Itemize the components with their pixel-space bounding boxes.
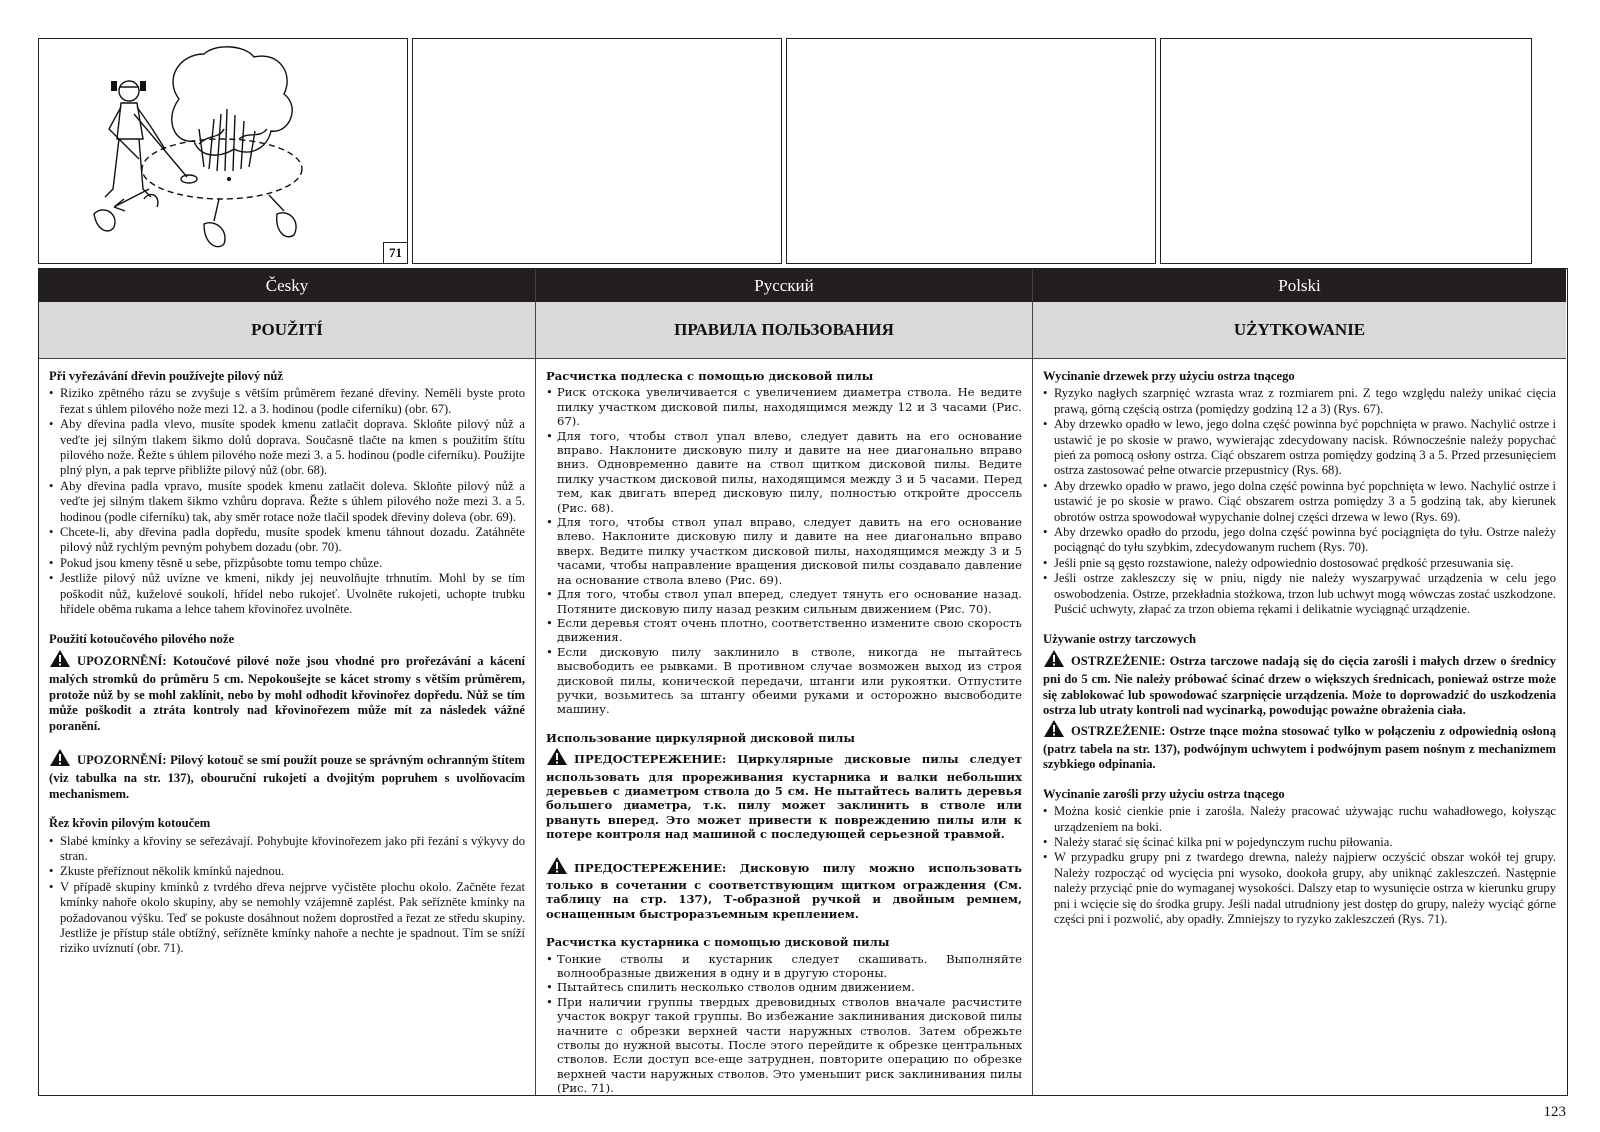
list-item: • Для того, чтобы ствол упал вперед, следует тянуть его основание назад. Потяните дисковую пилу назад резким сильным движением (Рис. 70). [546,587,1022,616]
bullet-list [49,386,525,617]
figure-panel-empty [1160,38,1532,264]
warning-paragraph [49,748,525,802]
figure-panel-71 [38,38,408,264]
subsection-heading: Использование циркулярной дисковой пилы [546,730,856,745]
warning-text: UPOZORNĚNÍ: Pilový kotouč se smí použít pouze se správným ochranným štítem (viz tabulka na str. 137), obouruční rukojetí a dvojitým popruhem s uvolňovacím mechanismem. [49,752,525,801]
bullet-list [546,952,1022,1096]
list-item: • Należy starać się ścinać kilka pni w pojedynczym ruchu piłowania. [1043,835,1556,850]
warning-paragraph [1043,649,1556,719]
bullet-list [1043,804,1556,927]
list-item: • Риск отскока увеличивается с увеличением диаметра ствола. Не ведите пилку участком дисковой пилы, находящимся между 12 и 3 часами (Рис. 67). [546,385,1022,428]
bullet-list [546,385,1022,716]
list-item: • Jestliže pilový nůž uvízne ve kmeni, nikdy jej neuvolňujte trhnutím. Mohl by se tím poškodit nůž, kuželové soukolí, hřídel nebo rukojeť. Uvolněte rukojeti, uchopte trubku hřídele oběma rukama a lehce tahem křovinořez uvolněte. [49,571,525,617]
column-polish [1032,269,1566,1095]
warning-text: OSTRZEŻENIE: Ostrze tnące można stosować tylko w połączeniu z odpowiednią osłoną (patrz tabela na str. 137), podwójnym uchwytem i podwójnym pasem nośnym z mechanizmem szybkiego odpinania. [1043,723,1556,772]
column-body [536,359,1032,1096]
brushcutter-operator-illustration [39,39,405,261]
warning-paragraph [49,649,525,734]
subsection-heading: Расчистка подлеска с помощью дисковой пилы [546,369,874,383]
language-table [38,268,1568,1096]
list-item: • Aby drzewko opadło do przodu, jego dolna część powinna być pociągnięta do tyłu. Ostrze należy pociągnąć do tyłu szybkim, zdecydowanym ruchem (Rys. 70). [1043,525,1556,556]
list-item: • Chcete-li, aby dřevina padla dopředu, musíte spodek kmenu táhnout dozadu. Zatáhněte pilový nůž rychlým pevným pohybem dozadu (obr. 70). [49,525,525,556]
warning-triangle-icon [49,649,71,672]
subsection-heading: Řez křovin pilovým kotoučem [49,816,211,831]
section-title: UŻYTKOWANIE [1033,302,1566,359]
list-item: • Если деревья стоят очень плотно, соответственно измените свою скорость движения. [546,616,1022,645]
list-item: • V případě skupiny kmínků z tvrdého dřeva nejprve vyčistěte plochu okolo. Začněte řezat kmínky nahoře okolo skupiny, aby se nemohly vzájemně zaplést. Pak seřízněte kmínky na požadovanou výšku. Teď se pokuste dosáhnout nožem doprostřed a řezat ze středu skupiny. Jestliže je přístup stále obtížný, seřízněte kmínky nahoře a nechte je spadnout. Tím se sníží riziko uvíznutí (obr. 71). [49,880,525,957]
spacer [546,717,1022,731]
list-item: • Aby dřevina padla vlevo, musíte spodek kmenu zatlačit doprava. Skloňte pilový nůž a veďte jej silným tlakem šikmo dolů doprava. Současně tlačte na kmen s použitím štítu pilového nože. Řežte s úhlem pilového nože mezi 3. a 5. hodinou (podle ciferníku). Použijte plný plyn, a pak teprve přibližte pilový nůž (obr. 68). [49,417,525,479]
list-item: • Aby drzewko opadło w lewo, jego dolna część powinna być popchnięta w prawo. Nachylić ostrze i ustawić je po skosie w prawo, wywierając zdecydowany nacisk. Równocześnie należy popychać pień za pomocą osłony ostrza. Ciąć obszarem ostrza pomiędzy godziną 3 a 5. Przed przesunięciem ostrza zastosować pełne otwarcie przepustnicy (Rys. 68). [1043,417,1556,479]
warning-paragraph [546,856,1022,922]
figure-panel-empty [412,38,782,264]
spacer [546,842,1022,856]
list-item: • Pokud jsou kmeny těsně u sebe, přizpůsobte tomu tempo chůze. [49,556,525,571]
list-item: • Aby dřevina padla vpravo, musíte spodek kmenu zatlačit doleva. Skloňte pilový nůž a veďte jej silným tlakem šikmo vzhůru doprava. Řežte s úhlem pilového nože mezi 3. a 5. hodinou (podle ciferníku) tak, aby směr rotace nože tlačil spodek dřeviny doleva (obr. 69). [49,479,525,525]
subsection-heading: Używanie ostrzy tarczowych [1043,631,1196,646]
spacer [1043,618,1556,632]
column-czech [39,269,535,1095]
bullet-list [1043,386,1556,617]
list-item: • W przypadku grupy pni z twardego drewna, należy najpierw oczyścić obszar wokół tej grupy. Należy rozpocząć od wycięcia pni wysoko, dookoła grupy, aby uniknąć zakleszczeń. Następnie należy przyciąć pnie do wymaganej wysokości. Dalszy etap to wysunięcie ostrza w kierunku grupy pni i wcięcie się do środka grupy. Jeśli nadal utrudniony jest dostęp do grupy, należy wyciąć górne części pni i pozwolić, aby opadły. Zmniejszy to ryzyko zakleszczeń (Rys. 71). [1043,850,1556,927]
spacer [49,802,525,816]
list-item: • Пытайтесь спилить несколько стволов одним движением. [546,980,1022,994]
language-header: Русский [536,269,1032,302]
warning-triangle-icon [546,856,568,878]
spacer [49,618,525,632]
column-russian [535,269,1032,1095]
subsection-heading: Wycinanie zarośli przy użyciu ostrza tnącego [1043,786,1285,801]
list-item: • Jeśli pnie są gęsto rozstawione, należy odpowiednio dostosować prędkość przesuwania się. [1043,556,1556,571]
spacer [1043,773,1556,787]
bullet-list [49,834,525,957]
warning-text: ПРЕДОСТЕРЕЖЕНИЕ: Дисковую пилу можно использовать только в сочетании с соответствующим щитком ограждения (См. таблицу на стр. 137), Т-образной ручкой и двойным ремнем, оснащенным быстроразъемным креплением. [546,860,1022,921]
subsection-heading: Wycinanie drzewek przy użyciu ostrza tnącego [1043,369,1295,383]
list-item: • Riziko zpětného rázu se zvyšuje s větším průměrem řezané dřeviny. Neměli byste proto řezat s úhlem pilového nože mezi 12. a 3. hodinou (podle ciferníku) (obr. 67). [49,386,525,417]
section-title: ПРАВИЛА ПОЛЬЗОВАНИЯ [536,302,1032,359]
language-header: Česky [39,269,535,302]
list-item: • Для того, чтобы ствол упал вправо, следует давить на его основание влево. Наклоните дисковую пилу и давите на нее диагонально вправо вверх. Ведите пилку участком дисковой пилы, находящимся между 3 и 5 часами, чтобы направление вращения дисковой пилы создавало давление на основание ствола влево (Рис. 69). [546,515,1022,587]
list-item: • Jeśli ostrze zakleszczy się w pniu, nigdy nie należy wyszarpywać urządzenia w celu jego oswobodzenia. Ostrze, przekładnia stożkowa, trzon lub uchwyt mogą wówczas zostać uszkodzone. Puścić uchwyty, złapać za trzon obiema rękami i delikatnie wyciągnąć urządzenie. [1043,571,1556,617]
language-header: Polski [1033,269,1566,302]
list-item: • При наличии группы твердых древовидных стволов вначале расчистите участок вокруг такой группы. Во избежание заклинивания дисковой пилы начните с обрезки верхней части наружных стволов. Затем обрежьте стволы до нужной высоты. После этого перейдите к обрезке центральных стволов. Если доступ все-еще затруднен, повторите операцию по обрезке верхней части наружных стволов. Это уменьшит риск заклинивания пилы (Рис. 71). [546,995,1022,1096]
spacer [49,734,525,748]
warning-triangle-icon [49,748,71,771]
list-item: • Aby drzewko opadło w prawo, jego dolna część powinna być popchnięta w lewo. Nachylić ostrze i ustawić je po skosie w prawo. Ciąć obszarem ostrza pomiędzy 3 a 5 godziną tak, aby kierunek obrotów ostrza spowodował wypychanie dolnej części drzewa w lewo (Rys. 69). [1043,479,1556,525]
list-item: • Slabé kmínky a křoviny se seřezávají. Pohybujte křovinořezem jako při řezání s výkyvy do stran. [49,834,525,865]
warning-text: ПРЕДОСТЕРЕЖЕНИЕ: Циркулярные дисковые пилы следует использовать для прореживания кустарника и валки небольших деревьев с диаметром ствола до 5 см. Не пытайтесь валить деревья большего диаметра, т.к. пилу может заклинить в стволе или рвануть вперед. Это может привести к повреждению пилы или к потере контроля над машиной с последующей серьезной травмой. [546,752,1022,842]
subsection-heading: Použití kotoučového pilového nože [49,631,235,646]
subsection-heading: Расчистка кустарника с помощью дисковой пилы [546,935,890,950]
figure-panel-empty [786,38,1156,264]
list-item: • Zkuste přeříznout několik kmínků najednou. [49,864,525,879]
list-item: • Można kosić cienkie pnie i zarośla. Należy pracować używając ruchu wahadłowego, kołysząc urządzeniem na boki. [1043,804,1556,835]
page-number: 123 [1543,1104,1566,1120]
warning-text: OSTRZEŻENIE: Ostrza tarczowe nadają się do cięcia zarośli i małych drzew o średnicy pni do 5 cm. Nie należy próbować ścinać drzew o większych średnicach, ponieważ ostrze może się zablokować lub spowodować szarpnięcie urządzenia. Może to doprowadzić do uszkodzenia ostrza lub utraty kontroli nad wycinarką, powodując poważne obrażenia ciała. [1043,653,1556,718]
column-body [1033,359,1566,927]
warning-paragraph [1043,719,1556,773]
subsection-heading: Při vyřezávání dřevin používejte pilový nůž [49,369,284,383]
warning-paragraph [546,747,1022,841]
warning-text: UPOZORNĚNÍ: Kotoučové pilové nože jsou vhodné pro prořezávání a kácení malých stromků do průměru 5 cm. Nepokoušejte se kácet stromy s větším průměrem, protože nůž by se mohl zaklínit, nebo by mohl odhodit křovinořez dopředu. Nůž se tím může poškodit a ztráta kontroly nad křovinořezem může mít za následek vážné poranění. [49,653,525,733]
spacer [546,921,1022,935]
column-body [39,359,535,957]
section-title: POUŽITÍ [39,302,535,359]
list-item: • Если дисковую пилу заклинило в стволе, никогда не пытайтесь высвободить ее рывками. В противном случае возможен выход из строя дисковой пилы, конической передачи, штанги или рукоятки. Отпустите ручки, возьмитесь за штангу обеими руками и осторожно высвободите машину. [546,645,1022,717]
list-item: • Ryzyko nagłych szarpnięć wzrasta wraz z rozmiarem pni. Z tego względu należy unikać cięcia prawą, górną częścią ostrza (pomiędzy godziną 12 a 3) (Rys. 67). [1043,386,1556,417]
warning-triangle-icon [546,747,568,769]
figure-number: 71 [383,242,407,263]
list-item: • Для того, чтобы ствол упал влево, следует давить на его основание вправо. Наклоните дисковую пилу и давите на нее диагонально вправо вниз. Одновременно давите на ствол щитком дисковой пилы. Ведите пилку участком дисковой пилы, находящимся между 3 и 5 часами. Перед тем, как двигать вперед дисковую пилу, полностью откройте дроссель (Рис. 68). [546,429,1022,515]
list-item: • Тонкие стволы и кустарник следует скашивать. Выполняйте волнообразные движения в одну и в другую стороны. [546,952,1022,981]
warning-triangle-icon [1043,649,1065,672]
warning-triangle-icon [1043,719,1065,742]
